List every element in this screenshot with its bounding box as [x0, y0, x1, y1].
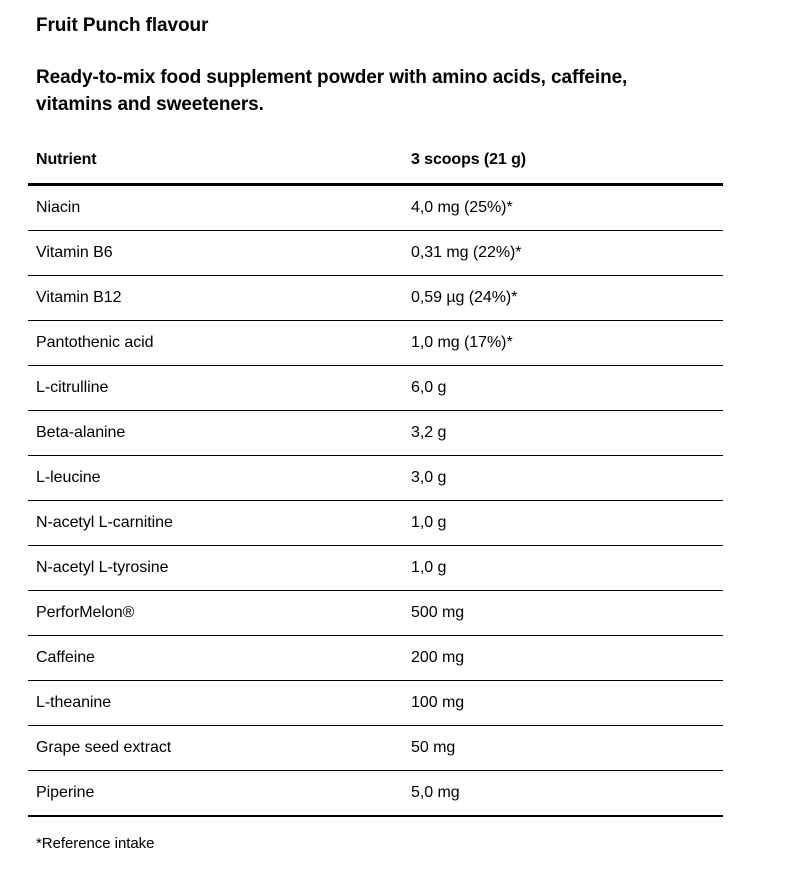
flavour-title: Fruit Punch flavour — [36, 15, 209, 36]
nutrient-amount: 0,59 µg (24%)* — [403, 275, 723, 320]
reference-intake-footnote: *Reference intake — [36, 834, 155, 852]
table-row — [28, 500, 723, 545]
nutrient-name: PerforMelon® — [28, 590, 403, 635]
nutrient-name: Piperine — [28, 770, 403, 816]
nutrient-name: Grape seed extract — [28, 725, 403, 770]
nutrition-table-body — [28, 184, 723, 816]
nutrient-name: Pantothenic acid — [28, 320, 403, 365]
table-row — [28, 365, 723, 410]
nutrient-amount: 5,0 mg — [403, 770, 723, 816]
nutrient-name: Caffeine — [28, 635, 403, 680]
nutrient-amount: 3,2 g — [403, 410, 723, 455]
table-row — [28, 275, 723, 320]
table-row — [28, 320, 723, 365]
nutrient-amount: 50 mg — [403, 725, 723, 770]
nutrient-amount: 6,0 g — [403, 365, 723, 410]
nutrient-amount: 500 mg — [403, 590, 723, 635]
nutrition-table — [28, 151, 723, 817]
table-row — [28, 545, 723, 590]
nutrient-amount: 0,31 mg (22%)* — [403, 230, 723, 275]
nutrient-name: Vitamin B6 — [28, 230, 403, 275]
table-row — [28, 184, 723, 230]
table-header-row — [28, 151, 723, 185]
table-row — [28, 680, 723, 725]
table-row — [28, 770, 723, 816]
nutrient-amount: 4,0 mg (25%)* — [403, 184, 723, 230]
nutrient-amount: 1,0 g — [403, 545, 723, 590]
product-description: Ready-to-mix food supplement powder with amino acids, caffeine, vitamins and sweeteners. — [36, 66, 628, 115]
nutrient-name: Beta-alanine — [28, 410, 403, 455]
nutrient-amount: 1,0 mg (17%)* — [403, 320, 723, 365]
nutrient-name: Niacin — [28, 184, 403, 230]
nutrient-name: L-leucine — [28, 455, 403, 500]
nutrient-amount: 3,0 g — [403, 455, 723, 500]
nutrient-amount: 200 mg — [403, 635, 723, 680]
table-row — [28, 725, 723, 770]
table-row — [28, 635, 723, 680]
table-row — [28, 410, 723, 455]
nutrient-name: L-citrulline — [28, 365, 403, 410]
nutrition-table-head — [28, 151, 723, 185]
table-row — [28, 230, 723, 275]
nutrient-amount: 100 mg — [403, 680, 723, 725]
column-header-nutrient: Nutrient — [36, 150, 97, 168]
nutrient-name: N-acetyl L-carnitine — [28, 500, 403, 545]
nutrient-name: N-acetyl L-tyrosine — [28, 545, 403, 590]
column-header-amount: 3 scoops (21 g) — [411, 150, 526, 168]
table-row — [28, 455, 723, 500]
nutrient-name: L-theanine — [28, 680, 403, 725]
nutrient-amount: 1,0 g — [403, 500, 723, 545]
nutrient-name: Vitamin B12 — [28, 275, 403, 320]
table-row — [28, 590, 723, 635]
